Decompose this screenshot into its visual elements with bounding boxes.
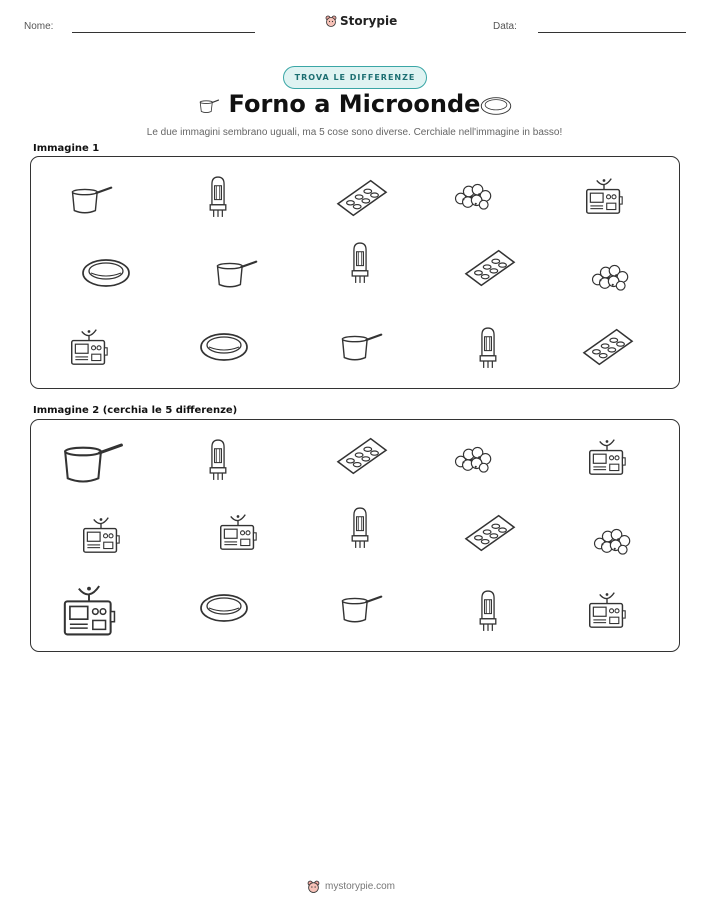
date-label: Data: <box>493 21 517 32</box>
cup-icon <box>339 331 383 363</box>
footer <box>307 880 395 893</box>
cup-icon <box>214 258 258 290</box>
radio-icon[interactable] <box>587 434 627 478</box>
bowl-icon <box>480 95 512 117</box>
cup-icon[interactable] <box>339 593 383 625</box>
radio-icon <box>69 324 109 368</box>
bowl-icon <box>81 255 131 291</box>
vacuum-tube-icon <box>475 326 501 370</box>
chocolate-tray-icon[interactable] <box>336 436 388 476</box>
footer-url[interactable]: mystorypie.com <box>325 881 396 892</box>
cup-icon <box>69 183 113 217</box>
radio-icon <box>584 173 624 217</box>
chocolate-tray-icon <box>336 178 388 218</box>
popcorn-icon[interactable] <box>591 524 635 556</box>
date-field[interactable] <box>538 32 686 33</box>
radio-icon[interactable] <box>218 509 258 553</box>
bowl-icon <box>199 329 249 365</box>
vacuum-tube-icon[interactable] <box>347 506 373 550</box>
image-panel-2[interactable] <box>30 419 680 652</box>
chocolate-tray-icon <box>464 248 516 288</box>
bear-icon <box>307 880 320 893</box>
vacuum-tube-icon <box>205 175 231 219</box>
vacuum-tube-icon <box>347 241 373 285</box>
page-title: Forno a Microonde <box>228 90 481 118</box>
name-field[interactable] <box>72 32 255 33</box>
brand-logo <box>325 14 397 28</box>
vacuum-tube-icon[interactable] <box>205 438 231 482</box>
category-badge: TROVA LE DIFFERENZE <box>283 66 427 89</box>
chocolate-tray-icon[interactable] <box>464 513 516 553</box>
panel1-label: Immagine 1 <box>33 143 100 154</box>
radio-icon[interactable] <box>61 579 117 639</box>
radio-icon[interactable] <box>81 512 121 556</box>
name-label: Nome: <box>24 21 54 32</box>
vacuum-tube-icon[interactable] <box>475 589 501 633</box>
image-panel-1 <box>30 156 680 389</box>
cup-icon[interactable] <box>60 440 124 486</box>
popcorn-icon <box>452 179 496 211</box>
popcorn-icon[interactable] <box>452 442 496 474</box>
chocolate-tray-icon <box>582 327 634 367</box>
popcorn-icon <box>589 260 633 292</box>
brand-name: Storypie <box>340 14 398 28</box>
bowl-icon[interactable] <box>199 590 249 626</box>
panel2-label: Immagine 2 (cerchia le 5 differenze) <box>33 405 238 416</box>
instructions: Le due immagini sembrano uguali, ma 5 cose sono diverse. Cerchiale nell'immagine in basso! <box>146 127 563 138</box>
bear-icon <box>325 15 337 27</box>
radio-icon[interactable] <box>587 587 627 631</box>
